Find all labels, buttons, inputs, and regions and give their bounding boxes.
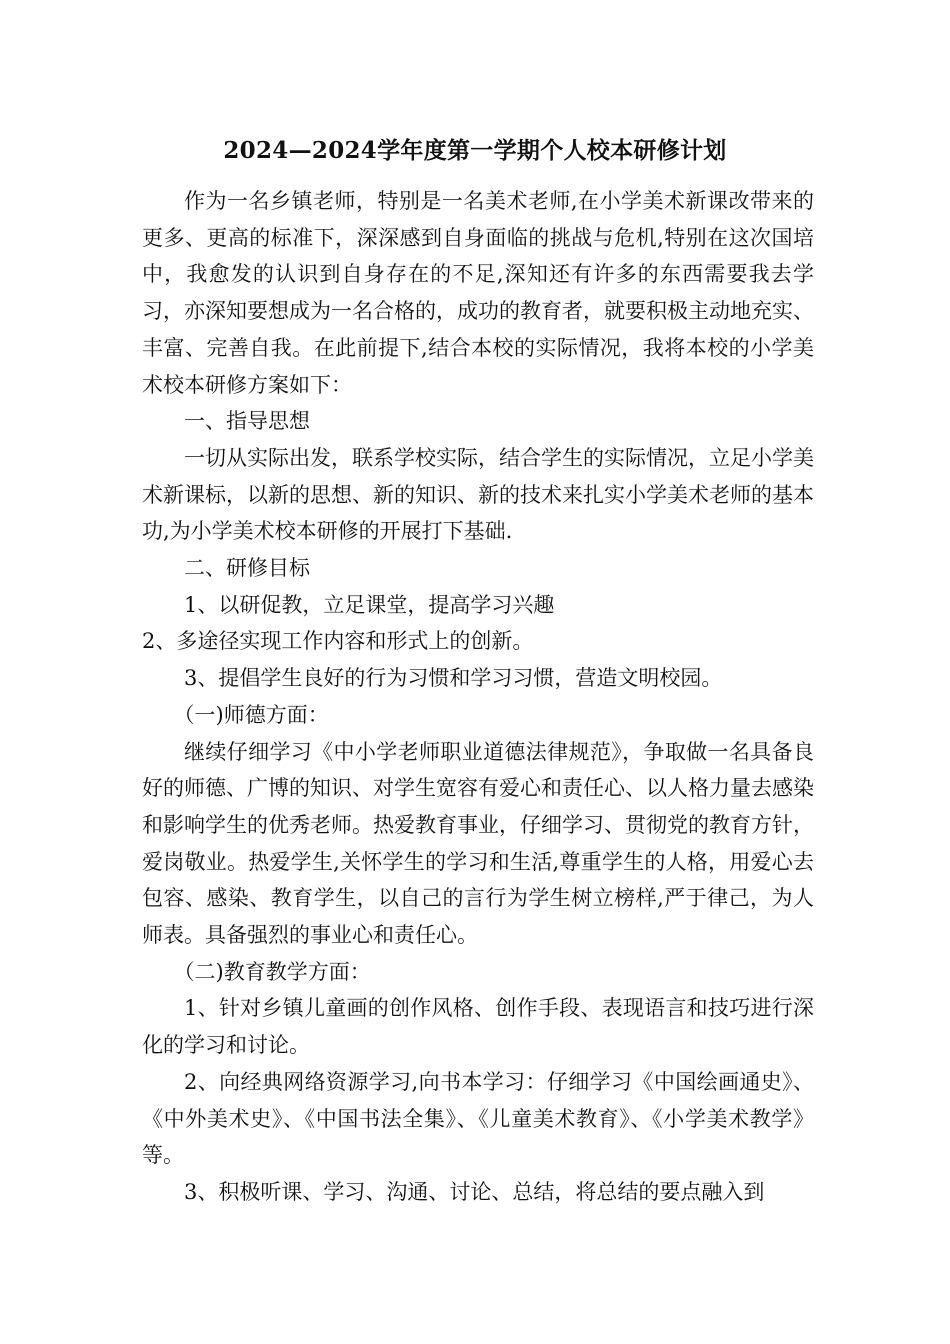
guiding-ideology-paragraph: 一切从实际出发，联系学校实际，结合学生的实际情况，立足小学美术新课标，以新的思想、新的知识、新的技术来扎实小学美术老师的基本功,为小学美术校本研修的开展打下基础.: [142, 445, 814, 544]
document-body: [142, 183, 814, 1211]
document-title: 2024—2024学年度第一学期个人校本研修计划: [223, 137, 727, 164]
teaching-item-3: 3、积极听课、学习、沟通、讨论、总结，将总结的要点融入到: [184, 1179, 765, 1204]
goal-item-1: 1、以研促教，立足课堂，提高学习兴趣: [184, 592, 555, 617]
goal-item-2: 2、多途径实现工作内容和形式上的创新。: [142, 629, 534, 654]
intro-paragraph: 作为一名乡镇老师，特别是一名美术老师,在小学美术新课改带来的更多、更高的标准下，深深感到自身面临的挑战与危机,特别在这次国培中，我愈发的认识到自身存在的不足,深知还有许多的东西需要我去学习，亦深知要想成为一名合格的，成功的教育者，就要积极主动地充实、丰富、完善自我。在此前提下,结合本校的实际情况，我将本校的小学美术校本研修方案如下：: [142, 189, 814, 397]
teaching-item-1: 1、针对乡镇儿童画的创作风格、创作手段、表现语言和技巧进行深化的学习和讨论。: [142, 996, 814, 1058]
goal-item-3: 3、提倡学生良好的行为习惯和学习习惯，营造文明校园。: [184, 666, 723, 691]
section-heading-research-goals: 二、研修目标: [184, 556, 310, 581]
section-heading-guiding-ideology: 一、指导思想: [184, 409, 310, 434]
teacher-ethics-paragraph: 继续仔细学习《中小学老师职业道德法律规范》，争取做一名具备良好的师德、广博的知识、对学生宽容有爱心和责任心、以人格力量去感染和影响学生的优秀老师。热爱教育事业，仔细学习、贯彻党的教育方针，爱岗敬业。热爱学生,关怀学生的学习和生活,尊重学生的人格，用爱心去包容、感染、教育学生，以自己的言行为学生树立榜样,严于律己，为人师表。具备强烈的事业心和责任心。: [142, 739, 814, 948]
teaching-item-2: 2、向经典网络资源学习,向书本学习：仔细学习《中国绘画通史》、《中外美术史》、《中国书法全集》、《儿童美术教育》、《小学美术教学》等。: [142, 1069, 814, 1168]
subheading-teaching: （二)教育教学方面：: [173, 959, 371, 984]
subheading-teacher-ethics: （一)师德方面：: [173, 702, 329, 727]
